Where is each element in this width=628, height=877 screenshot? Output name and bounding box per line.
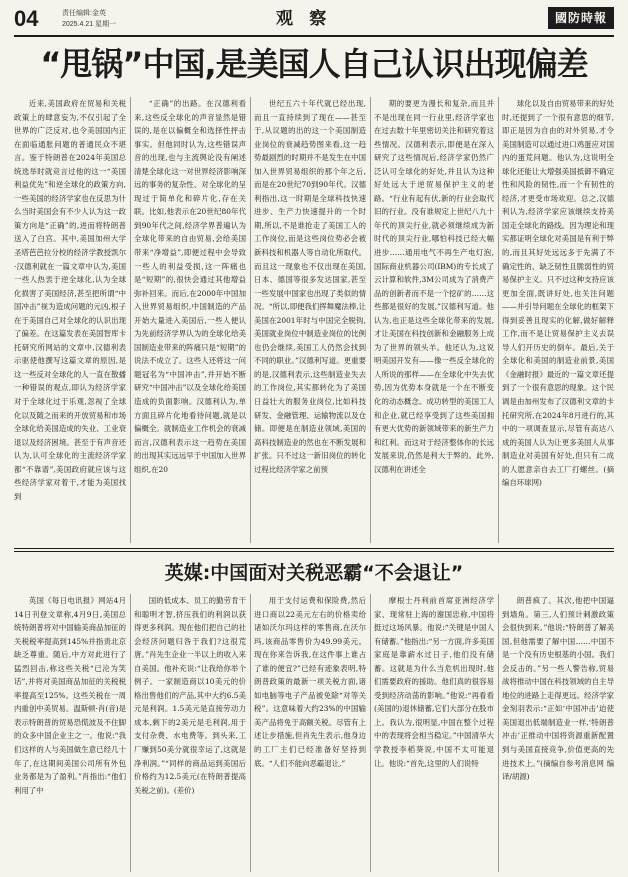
article-2-column-3: 用于支付运费和保险费,然后进口商以22美元左右的价格卖给诸如沃尔玛这样的零售商,在沃尔玛,该商品零售价为49.99美元。现在你来告诉我,在这件事上谁占了谁的便宜?”已经有迹象表明,特朗普政策的最新一项关税方面,诸如电脑等电子产品被免除“对等关税”。这意味着大约23%的中国输美产品将免于高额关税。尽管有上述让步措施,但肖先生表示,他身边的工厂主们已经准备好坚持到底。“人们不能向恶霸退让,” (254, 596, 366, 768)
article-2-column-2: 国的低成本、员工的勤劳肯干和聪明才智,挤压我们的利润以获得更多利润。现在他们把自己的社会经济问题归咎于我们?这很荒唐。”肖先生企业一半以上的收入来自美国。他补充说:“让我给你举个例子。一家制造商以10美元的价格出售他们的产品,其中大约6.5美元是利润。1.5美元是直接劳动力成本,剩下的2美元是毛利润,用于支付杂费、水电费等。到头来,工厂赚到50美分就很幸运了,这就是净利润。”“同样的商品运到美国后价格约为12.5美元(在特朗普提高关税之前)。(差价) (134, 596, 246, 795)
article-1-column-4: 期的要更为漫长和复杂,而且并不是出现在同一行业里,经济学家也在过去数十年里密切关注和研究着这些情况。汉德利表示,即便是在深入研究了这些情况后,经济学家仍然广泛认可全球化的好处,并且认为这种好处远大于逆贸易保护主义的老路。“行业有起有伏,新的行业会取代旧的行业。没有谁规定上世纪八九十年代的顶尖行业,就必须继续成为新时代的顶尖行业,哪怕科技已经大幅进步……通用电气不再生产电灯泡,国际商业机器公司(IBM)的专长成了云计算和软件,3M公司成为了消费产品的创新者而不是一个挖矿的……这些都是很好的发展,”汉德利写道。他认为,也正是这些全球化带来的发展,才让美国在科技创新和金融服务上成为了世界的领头羊。他还认为,这说明美国开发有——像一些反全球化的人所说的那样——在全球化中失去优势,因为优势本身就是一个在不断变化的动态概念。成功转型的美国工人和企业,就已经享受到了这些美国拥有更大优势的新领域带来的新生产力和红利。而这对于经济整体你的长远发展来说,仍然是利大于弊的。此外,汉德利在讲述全 (374, 99, 494, 474)
page-number: 04 (14, 6, 39, 31)
article-2-column-5: 朗普疯了。其次,他把中国逼到墙角。第三,人们预计刺激政策会很快到来。”他说:“特朗普了解美国,但他需要了解中国……中国不是一个没有历史根基的小国。我们会反击的。”另一些人警告称,贸易战将推动中国在科技领域的自主导地位的进路上走得更远。经济学家金刻羽表示:“正如‘中国冲击’迫使美国退出低端制造业一样,‘特朗普冲击’正推动中国将资源重新配置到与美国直接竞争,价值更高的先进技术上。”(摘编自参考消息网 编译/胡源) (502, 596, 614, 782)
section-title: 观 察 (276, 9, 333, 28)
article-1-body (14, 97, 614, 543)
article-1-column-1: 近来,美国政府在贸易和关税政策上的肆意妄为,不仅引起了全世界的广泛反对,也令美国国内正在面临通胀问题的普通民众不堪言。鉴于特朗普在2024年美国总统选举时就竞言过他的这一“美国利益优先”和逆全球化的政策方向,一些美国的经济学家也在反思为什么当时美国会有不少人认为这一政策方向是“正确”的,进而将特朗普送入了白宫。其中,美国加州大学圣塔芭芭拉分校的经济学教授凯尔·汉德利就在一篇文章中认为,美国一些人热衷于逆全球化,认为全球化损害了美国经济,甚至把所谓“中国冲击”视为造成问题的元凶,根子在于美国自己对全球化的认识出现了偏差。在这篇发表在美国智库卡托研究所网站的文章中,汉德利表示驱使他撰写这篇文章的原因,是这一些反对全球化的人一直在散播一种错误的观点,即认为经济学家对于全球化过于乐观,忽视了全球化以及随之而来的开放贸易和市场全球化给美国造成的失业、工业衰退以及经济困境。甚至于有声音还认为,认可全球化的主流经济学家都“不靠谱”,美国政府就应该与这些经济学家对着干,才能为美国找到 (14, 99, 126, 501)
article-2-column-1: 英国《每日电讯报》网站4月14日刊登文章称,4月9日,美国总统特朗普将对中国输美商品加征的关税税率提高到145%并指责北京缺乏尊重。随后,中方对此进行了猛烈回击,称这些关税“已沦为笑话”,并将对美国商品加征的关税税率提高至125%。这些关税在一周内重创中美贸易。温斯顿·肖(音)是表示特朗普的贸易恐慌波及不住脚的众多中国企业主之一。他说:“我们这样的人与美国做生意已经几十年了,在这期间美国公司所有外包业务都是为了盈利。”肖指出:“他们利用了中 (14, 596, 126, 795)
article-divider (14, 551, 614, 552)
top-rule (14, 35, 614, 37)
article-2-column-4: 摩根士丹利前首席亚洲经济学家、现常驻上海的谢国忠称,中国将挺过这场风暴。他说:“关键是中国人有储蓄。”他指出:“另一方面,许多美国家庭是靠薪水过日子,他们没有储蓄。这就是为什么当危机出现时,他们需要政府的援助。他们真的很容易受到经济动荡的影响。”他说:“再看看(美国的)退休储蓄,它们大部分在股市上。我认为,很明显,中国在整个过程中的表现将会相当稳定。”中国清华大学教授李稻葵说,中国不太可能退让。他说:“首先,这里的人们说特 (374, 596, 494, 768)
column-divider (498, 594, 499, 872)
article-1-headline: “甩锅”中国,是美国人自己认识出现偏差 (40, 45, 588, 83)
column-divider (370, 97, 371, 543)
column-divider (250, 594, 251, 872)
article-2-body (14, 594, 614, 872)
masthead (14, 6, 614, 32)
issue-date: 2025.4.21 星期一 (62, 21, 117, 28)
article-divider (14, 548, 614, 549)
article-1-column-3: 世纪五六十年代就已经出现,而且一直持续到了现在——甚至于,从议题的出的这一个美国制造业岗位的衰减趋势图来看,这一趋势最剧烈的时期并不是发生在中国加入世界贸易组织的那个年之后,而是在20世纪70到90年代。汉德利指出,这一时期是全球科技快速进步、生产力快速提升的一个时期,所以,不是谁抢走了美国工人的工作岗位,而是这些岗位势必会被新科技和机器人等自动化所取代。而且这一现象也不仅出现在美国,日本、德国等很多发达国家,甚至一些发展中国家也出现了类似的情况。“所以,即便我们挥舞魔法棒,让美国在2001年时与中国完全脱钩,美国就业岗位中制造业岗位的比例也仍会继续,美国工人仍然会找到不同的职业。”汉德利写道。更重要的是,汉德利表示,这些制造业失去的工作岗位,其实都转化为了美国日益壮大的服务业岗位,比如科技研发、金融管理、运输物流以及仓储。即便是在制造业领域,美国的高科技制造业的然也在不断发展和扩张。只不过这一新旧岗位的转化过程比经济学家之前预 (254, 99, 366, 474)
article-1-column-5: 球化以及自由贸易带来的好处时,还提到了一个很有意思的细节,即正是因为自由的对外贸易,才令美国制造可以通过进口鸡蛋应对国内的蛋荒问题。他认为,这说明全球化还能让大增强美国抵御不确定性和风险的韧性,而一个有韧性的经济,才更受市场欢迎。总之,汉德利认为,经济学家应该继续支持美国走全球化的路线。因为理论和现实都证明全球化对美国是有利于弊的,而且其好处远远多于先满了不确定性的、缺乏韧性且脆弱性的贸易保护主义。只不过这种支持应该更加全面,既讲好处,也关注问题——并引导问题在全球化的框架下得到妥善且现实的化解,做好解释工作,而不是让贸易保护主义去误导人们开历史的倒车。最后,关于全球化和美国的制造业前景,美国《金融时报》最近的一篇文章还提到了一个很有意思的现象。这个民调是由加州发布了汉德利文章的卡托研究所,在2024年8月进行的,其中的一项调查显示,尽管有高达八成的美国人认为让更多美国人从事制造业对美国有好处,但只有二成的人愿意亲自去工厂打螺丝。(摘编自环球网) (502, 99, 614, 488)
column-divider (250, 97, 251, 543)
column-divider (498, 97, 499, 543)
article-2-headline: 英媒:中国面对关税恶霸“不会退让” (164, 562, 464, 584)
column-divider (130, 97, 131, 543)
newspaper-logo: 國防時報 (548, 7, 614, 29)
column-divider (130, 594, 131, 872)
issue-meta (62, 8, 116, 30)
article-1-column-2: “正确”的出路。在汉德利看来,这些反全球化的声音显然是错误的,是在以偏概全和选择性抨击事实。但他同时认为,这些错误声音的出现,也与主流舆论没有阐述清楚全球化这一对世界经济影响深远的事务的复杂性、对全球化的呈现过于简单化和碎片化,存在关联。比如,他表示在20世纪80年代到90年代之间,经济学界普遍认为全球化带来的自由贸易,会给美国带来“净增益”,即便过程中会导致一些人的利益受损,这一阵痛也是“短期”的,很快会通过其他增益弥补回来。而后,在2000年中国加入世界贸易组织,中国制造的产品开始大量进入美国后,一些人便认为先前经济学界认为的全球化给美国制造业带来的阵痛只是“短期”的说法不成立了。这些人还将这一问题冠名为“中国冲击”,并开始不断研究“中国冲击”以及全球化给美国造成的负面影响。汉德利认为,单方面且碎片化地看待问题,就是以偏概全。就制造业工作机会的衰减而言,汉德利表示这一趋势在美国的出现其实远远早于中国加入世界组织,在20 (134, 99, 246, 474)
editor-credit: 责任编辑:金英 (62, 10, 106, 17)
column-divider (370, 594, 371, 872)
